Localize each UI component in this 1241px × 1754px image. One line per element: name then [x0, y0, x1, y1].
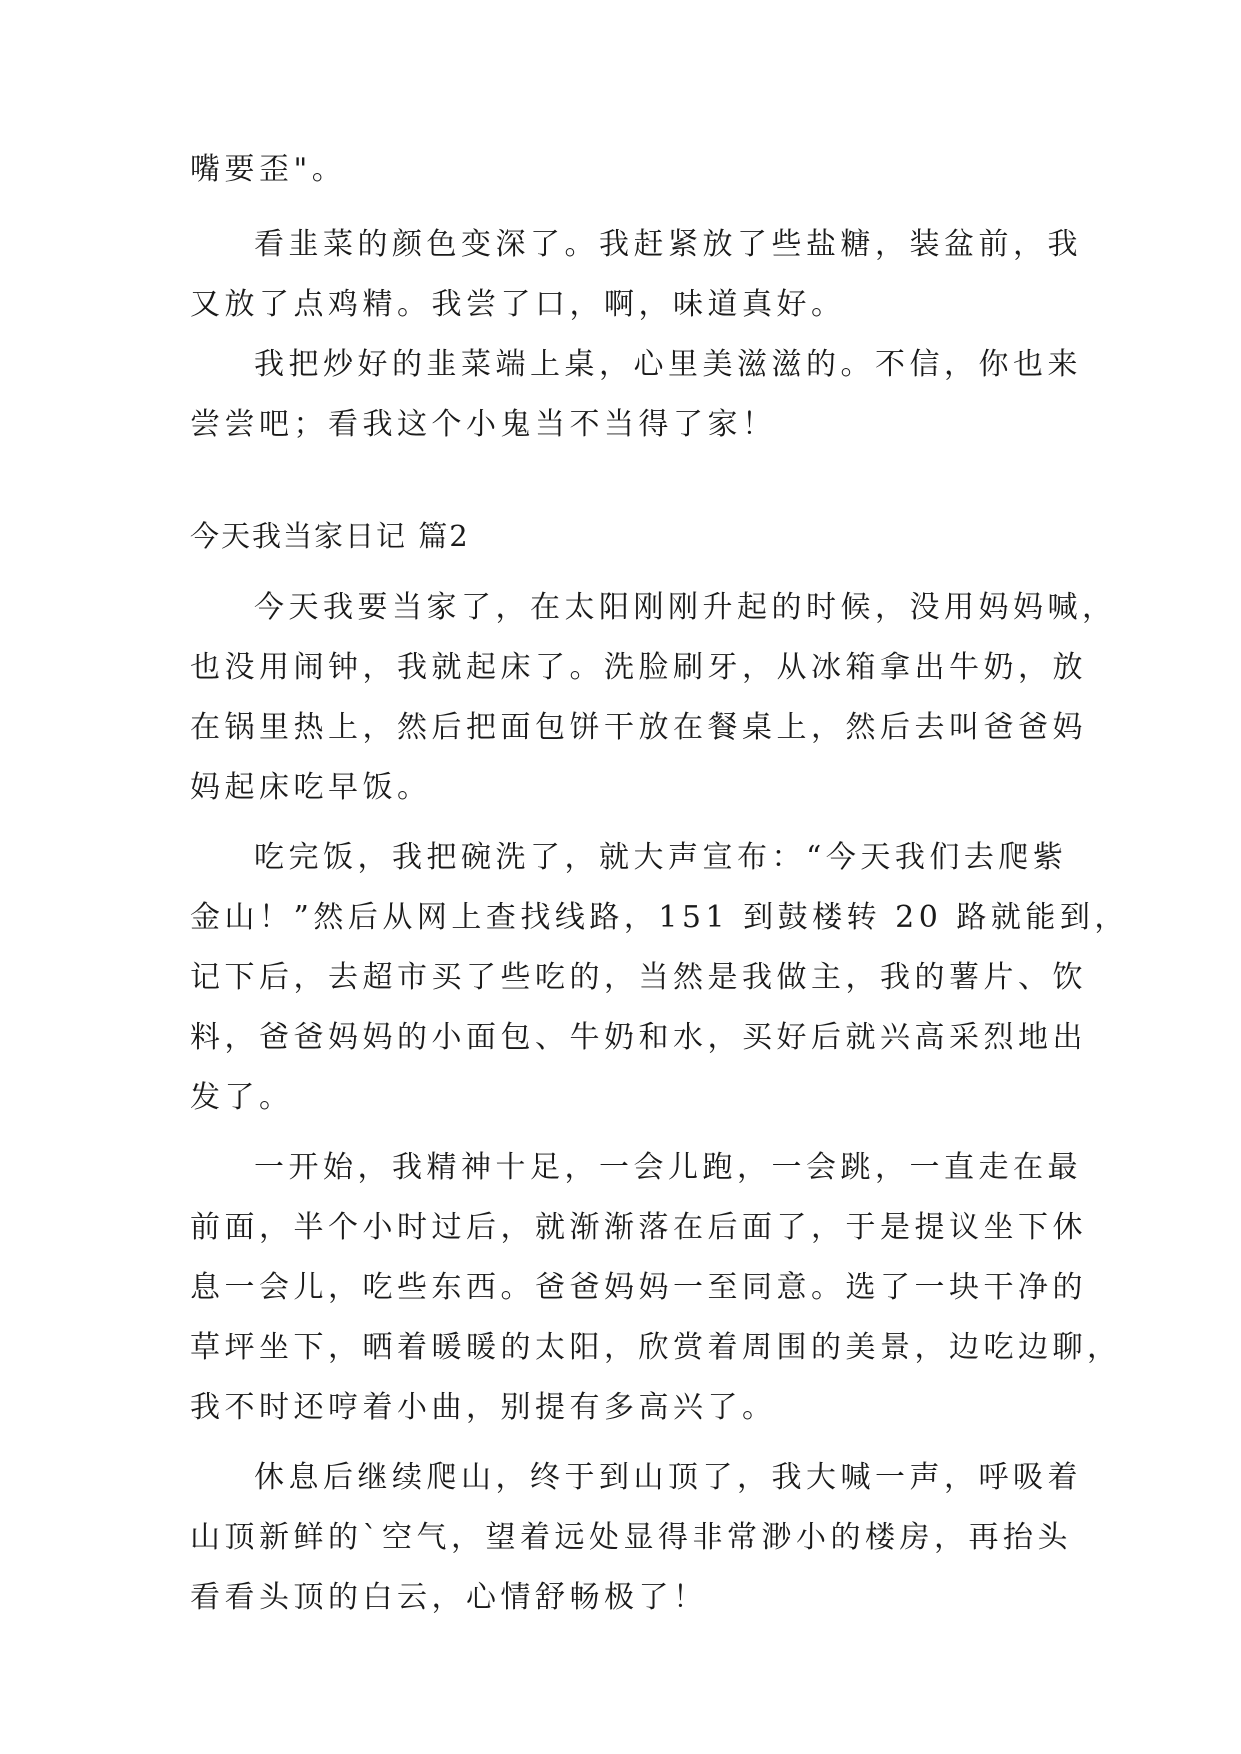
text-line: 妈起床吃早饭。: [190, 770, 432, 805]
text-line: 记下后，去超市买了些吃的，当然是我做主，我的薯片、饮: [190, 960, 1087, 995]
text-line: 息一会儿，吃些东西。爸爸妈妈一至同意。选了一块干净的: [190, 1270, 1087, 1305]
text-line: 前面，半个小时过后，就渐渐落在后面了，于是提议坐下休: [190, 1210, 1087, 1245]
paragraph-start-line: 吃完饭，我把碗洗了，就大声宣布：“今天我们去爬紫: [254, 840, 1068, 875]
paragraph-start-line: 一开始，我精神十足，一会儿跑，一会跳，一直走在最: [254, 1150, 1082, 1185]
paragraph-start-line: 我把炒好的韭菜端上桌，心里美滋滋的。不信，你也来: [254, 347, 1082, 382]
paragraph-start-line: 看韭菜的颜色变深了。我赶紧放了些盐糖，装盆前，我: [254, 227, 1082, 262]
text-line: 发了。: [190, 1080, 294, 1115]
text-line: 也没用闹钟，我就起床了。洗脸刷牙，从冰箱拿出牛奶，放: [190, 650, 1087, 685]
text-line: 尝尝吧；看我这个小鬼当不当得了家！: [190, 407, 777, 442]
paragraph-start-line: 休息后继续爬山，终于到山顶了，我大喊一声，呼吸着: [254, 1460, 1082, 1495]
text-line: 嘴要歪"。: [190, 152, 347, 187]
text-line: 我不时还哼着小曲，别提有多高兴了。: [190, 1390, 777, 1425]
text-line: 山顶新鲜的`空气，望着远处显得非常渺小的楼房，再抬头: [190, 1520, 1072, 1555]
paragraph-start-line: 今天我要当家了，在太阳刚刚升起的时候，没用妈妈喊，: [254, 590, 1117, 625]
text-line: 料，爸爸妈妈的小面包、牛奶和水，买好后就兴高采烈地出: [190, 1020, 1087, 1055]
text-line: 金山！”然后从网上查找线路，151 到鼓楼转 20 路就能到，: [190, 900, 1129, 935]
text-line: 又放了点鸡精。我尝了口，啊，味道真好。: [190, 287, 846, 322]
text-line: 看看头顶的白云，心情舒畅极了！: [190, 1580, 708, 1615]
text-line: 草坪坐下，晒着暖暖的太阳，欣赏着周围的美景，边吃边聊，: [190, 1330, 1122, 1365]
text-line: 在锅里热上，然后把面包饼干放在餐桌上，然后去叫爸爸妈: [190, 710, 1087, 745]
section-heading: 今天我当家日记 篇2: [190, 519, 470, 553]
